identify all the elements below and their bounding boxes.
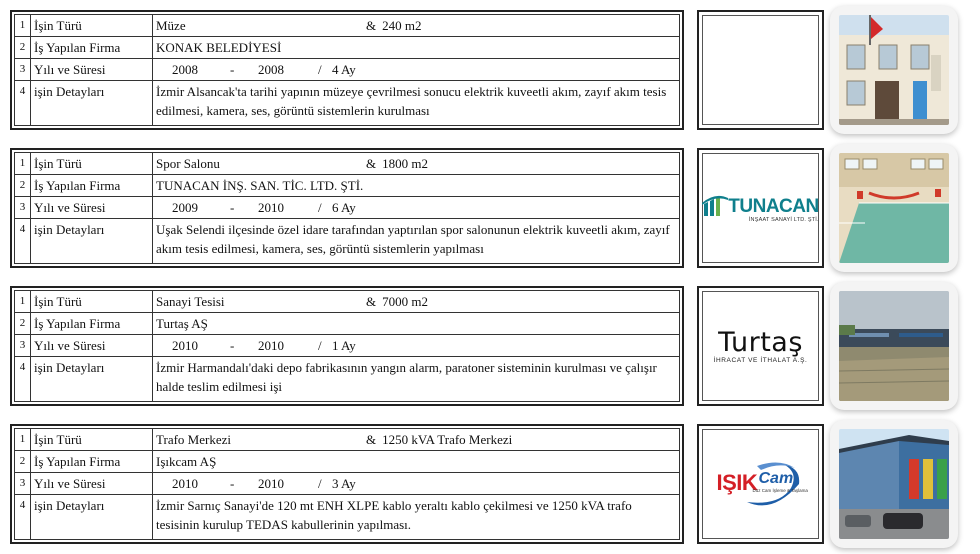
project-table-frame bbox=[10, 148, 684, 268]
empty-logo-box bbox=[702, 15, 819, 125]
tunacan-subtitle: İNŞAAT SANAYİ LTD. ŞTİ. bbox=[748, 216, 819, 223]
value-type bbox=[153, 429, 680, 451]
project-area: 240 m2 bbox=[382, 18, 422, 33]
isikcam-logo bbox=[702, 429, 819, 539]
value-type bbox=[153, 291, 680, 313]
logo-frame bbox=[697, 148, 824, 268]
label-detail: işin Detayları bbox=[31, 219, 153, 264]
logo-frame bbox=[697, 10, 824, 130]
project-firm: KONAK BELEDİYESİ bbox=[153, 37, 680, 59]
project-card bbox=[0, 10, 980, 136]
project-card bbox=[0, 286, 980, 412]
label-firm: İş Yapılan Firma bbox=[31, 313, 153, 335]
dash-symbol: - bbox=[230, 476, 235, 491]
row-number: 3 bbox=[15, 197, 31, 219]
label-firm: İş Yapılan Firma bbox=[31, 451, 153, 473]
turtas-wordmark: Turtaş bbox=[718, 326, 803, 358]
tunacan-logo bbox=[702, 153, 819, 263]
project-card bbox=[0, 148, 980, 274]
dash-symbol: - bbox=[230, 62, 235, 77]
slash-symbol: / bbox=[318, 476, 322, 491]
project-area: 1800 m2 bbox=[382, 156, 428, 171]
duration: 4 Ay bbox=[332, 62, 356, 77]
row-number: 2 bbox=[15, 451, 31, 473]
label-detail: işin Detayları bbox=[31, 357, 153, 402]
project-table bbox=[14, 290, 680, 402]
project-table-frame bbox=[10, 424, 684, 544]
slash-symbol: / bbox=[318, 200, 322, 215]
project-table bbox=[14, 152, 680, 264]
project-firm: Işıkcam AŞ bbox=[153, 451, 680, 473]
project-card bbox=[0, 424, 980, 550]
project-detail: İzmir Alsancak'ta tarihi yapının müzeye çevrilmesi sonucu elektrik kuveetli akım, zayıf akım tesis edilmesi, kamera, ses, görüntü sistemlerin kurulması bbox=[153, 81, 680, 126]
label-type: İşin Türü bbox=[31, 153, 153, 175]
project-type: Sanayi Tesisi bbox=[156, 294, 225, 309]
start-year: 2010 bbox=[172, 338, 198, 353]
project-area: 1250 kVA Trafo Merkezi bbox=[382, 432, 513, 447]
slash-symbol: / bbox=[318, 338, 322, 353]
row-number: 4 bbox=[15, 495, 31, 540]
logo-frame bbox=[697, 286, 824, 406]
museum-building-image bbox=[839, 15, 949, 125]
project-detail: İzmir Sarnıç Sanayi'de 120 mt ENH XLPE kablo yeraltı kablo çekilmesi ve 1250 kVA trafo tesisinin kurulup TEDAS kabullerinin yapılması. bbox=[153, 495, 680, 540]
project-firm: TUNACAN İNŞ. SAN. TİC. LTD. ŞTİ. bbox=[153, 175, 680, 197]
glass-building-photo bbox=[830, 420, 958, 548]
amp-symbol: & bbox=[366, 156, 377, 171]
glass-building-image bbox=[839, 429, 949, 539]
sports-hall-image bbox=[839, 153, 949, 263]
project-type: Spor Salonu bbox=[156, 156, 220, 171]
turtas-logo bbox=[702, 291, 819, 401]
project-firm: Turtaş AŞ bbox=[153, 313, 680, 335]
row-number: 4 bbox=[15, 219, 31, 264]
start-year: 2010 bbox=[172, 476, 198, 491]
label-year: Yılı ve Süresi bbox=[31, 335, 153, 357]
sports-hall-photo bbox=[830, 144, 958, 272]
row-number: 1 bbox=[15, 153, 31, 175]
value-year bbox=[153, 59, 680, 81]
isikcam-wordmark: IŞIK bbox=[716, 470, 758, 495]
slash-symbol: / bbox=[318, 62, 322, 77]
value-type bbox=[153, 15, 680, 37]
value-year bbox=[153, 335, 680, 357]
value-year bbox=[153, 473, 680, 495]
start-year: 2008 bbox=[172, 62, 198, 77]
label-type: İşin Türü bbox=[31, 291, 153, 313]
value-year bbox=[153, 197, 680, 219]
dash-symbol: - bbox=[230, 200, 235, 215]
row-number: 2 bbox=[15, 37, 31, 59]
logo-frame bbox=[697, 424, 824, 544]
start-year: 2009 bbox=[172, 200, 198, 215]
label-year: Yılı ve Süresi bbox=[31, 473, 153, 495]
amp-symbol: & bbox=[366, 18, 377, 33]
amp-symbol: & bbox=[366, 294, 377, 309]
isikcam-subtitle: Düz Cam İşleme & Taşlama bbox=[752, 488, 808, 493]
factory-photo bbox=[830, 282, 958, 410]
label-detail: işin Detayları bbox=[31, 81, 153, 126]
row-number: 3 bbox=[15, 335, 31, 357]
dash-symbol: - bbox=[230, 338, 235, 353]
row-number: 1 bbox=[15, 291, 31, 313]
project-table-frame bbox=[10, 286, 684, 406]
end-year: 2008 bbox=[258, 62, 284, 77]
end-year: 2010 bbox=[258, 476, 284, 491]
end-year: 2010 bbox=[258, 200, 284, 215]
label-type: İşin Türü bbox=[31, 429, 153, 451]
value-type bbox=[153, 153, 680, 175]
turtas-subtitle: İHRACAT VE İTHALAT A.Ş. bbox=[713, 356, 808, 364]
label-detail: işin Detayları bbox=[31, 495, 153, 540]
tunacan-wordmark: TUNACAN bbox=[728, 195, 819, 217]
row-number: 1 bbox=[15, 15, 31, 37]
row-number: 4 bbox=[15, 357, 31, 402]
tunacan-mark-icon bbox=[702, 194, 728, 216]
project-detail: Uşak Selendi ilçesinde özel idare tarafından yaptırılan spor salonunun elektrik kuveetli akım, zayıf akım tesis edilmesi, kamera, ses, görüntü sistemlerin yapılması bbox=[153, 219, 680, 264]
project-table bbox=[14, 428, 680, 540]
end-year: 2010 bbox=[258, 338, 284, 353]
project-table-frame bbox=[10, 10, 684, 130]
row-number: 3 bbox=[15, 473, 31, 495]
amp-symbol: & bbox=[366, 432, 377, 447]
label-type: İşin Türü bbox=[31, 15, 153, 37]
isikcam-accent: Cam bbox=[758, 470, 794, 487]
row-number: 2 bbox=[15, 313, 31, 335]
row-number: 4 bbox=[15, 81, 31, 126]
row-number: 2 bbox=[15, 175, 31, 197]
project-area: 7000 m2 bbox=[382, 294, 428, 309]
row-number: 1 bbox=[15, 429, 31, 451]
duration: 1 Ay bbox=[332, 338, 356, 353]
project-type: Müze bbox=[156, 18, 186, 33]
factory-image bbox=[839, 291, 949, 401]
label-year: Yılı ve Süresi bbox=[31, 197, 153, 219]
row-number: 3 bbox=[15, 59, 31, 81]
label-year: Yılı ve Süresi bbox=[31, 59, 153, 81]
project-type: Trafo Merkezi bbox=[156, 432, 231, 447]
duration: 6 Ay bbox=[332, 200, 356, 215]
project-table bbox=[14, 14, 680, 126]
project-detail: İzmir Harmandalı'daki depo fabrikasının yangın alarm, paratoner sisteminin kurulması ve çalışır halde teslim edilmesi işi bbox=[153, 357, 680, 402]
label-firm: İş Yapılan Firma bbox=[31, 37, 153, 59]
label-firm: İş Yapılan Firma bbox=[31, 175, 153, 197]
duration: 3 Ay bbox=[332, 476, 356, 491]
museum-building-photo bbox=[830, 6, 958, 134]
